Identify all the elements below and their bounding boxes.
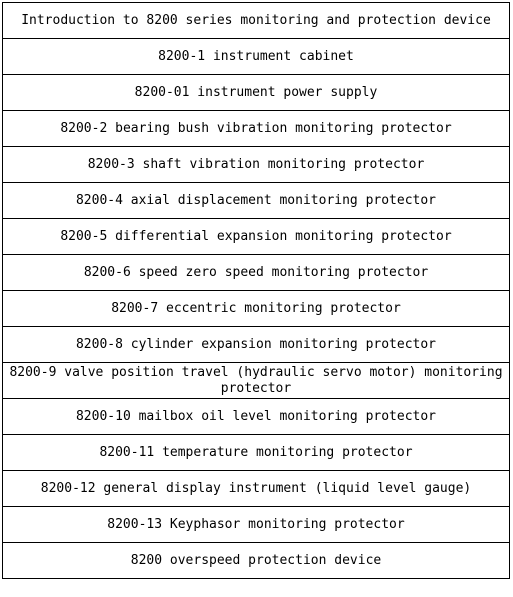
menu-row-8200-12: [3, 471, 510, 507]
menu-item-valve-position-travel[interactable]: 8200-9 valve position travel (hydraulic servo motor) monitoring protector: [9, 364, 503, 396]
menu-row-8200-1: [3, 39, 510, 75]
menu-row-8200-9: [3, 363, 510, 399]
menu-row-8200-10: [3, 399, 510, 435]
menu-row-8200-6: [3, 255, 510, 291]
menu-row-8200-11: [3, 435, 510, 471]
menu-cell: [3, 291, 510, 327]
menu-item-axial-displacement[interactable]: 8200-4 axial displacement monitoring protector: [75, 192, 437, 208]
menu-cell: [3, 507, 510, 543]
menu-row-8200-13: [3, 507, 510, 543]
menu-item-mailbox-oil-level[interactable]: 8200-10 mailbox oil level monitoring protector: [75, 408, 437, 424]
menu-row-8200-01: [3, 75, 510, 111]
menu-item-differential-expansion[interactable]: 8200-5 differential expansion monitoring protector: [60, 228, 452, 244]
menu-cell: [3, 75, 510, 111]
menu-cell: [3, 219, 510, 255]
menu-cell: [3, 111, 510, 147]
menu-row-intro: [3, 3, 510, 39]
menu-cell: [3, 147, 510, 183]
menu-row-8200-2: [3, 111, 510, 147]
menu-item-speed-zero-speed[interactable]: 8200-6 speed zero speed monitoring protector: [83, 264, 429, 280]
menu-item-temperature[interactable]: 8200-11 temperature monitoring protector: [99, 444, 413, 460]
menu-item-instrument-cabinet[interactable]: 8200-1 instrument cabinet: [158, 48, 354, 64]
menu-cell: [3, 471, 510, 507]
menu-row-8200-3: [3, 147, 510, 183]
menu-row-overspeed: [3, 543, 510, 579]
menu-cell: [3, 3, 510, 39]
menu-item-introduction[interactable]: Introduction to 8200 series monitoring and protection device: [21, 12, 491, 28]
menu-item-overspeed-protection[interactable]: 8200 overspeed protection device: [130, 552, 382, 568]
menu-cell: [3, 543, 510, 579]
menu-cell: [3, 435, 510, 471]
menu-cell: [3, 363, 510, 399]
menu-row-8200-7: [3, 291, 510, 327]
menu-cell: [3, 255, 510, 291]
menu-item-shaft-vibration[interactable]: 8200-3 shaft vibration monitoring protector: [87, 156, 425, 172]
menu-item-bearing-bush-vibration[interactable]: 8200-2 bearing bush vibration monitoring protector: [60, 120, 452, 136]
menu-cell: [3, 183, 510, 219]
menu-cell: [3, 39, 510, 75]
menu-item-instrument-power-supply[interactable]: 8200-01 instrument power supply: [134, 84, 378, 100]
menu-row-8200-5: [3, 219, 510, 255]
menu-row-8200-8: [3, 327, 510, 363]
menu-cell: [3, 399, 510, 435]
product-menu-table: [2, 2, 510, 579]
menu-item-keyphasor[interactable]: 8200-13 Keyphasor monitoring protector: [107, 516, 405, 532]
menu-row-8200-4: [3, 183, 510, 219]
menu-cell: [3, 327, 510, 363]
menu-item-eccentric[interactable]: 8200-7 eccentric monitoring protector: [111, 300, 401, 316]
menu-item-general-display-instrument[interactable]: 8200-12 general display instrument (liquid level gauge): [40, 480, 472, 496]
menu-item-cylinder-expansion[interactable]: 8200-8 cylinder expansion monitoring protector: [75, 336, 437, 352]
